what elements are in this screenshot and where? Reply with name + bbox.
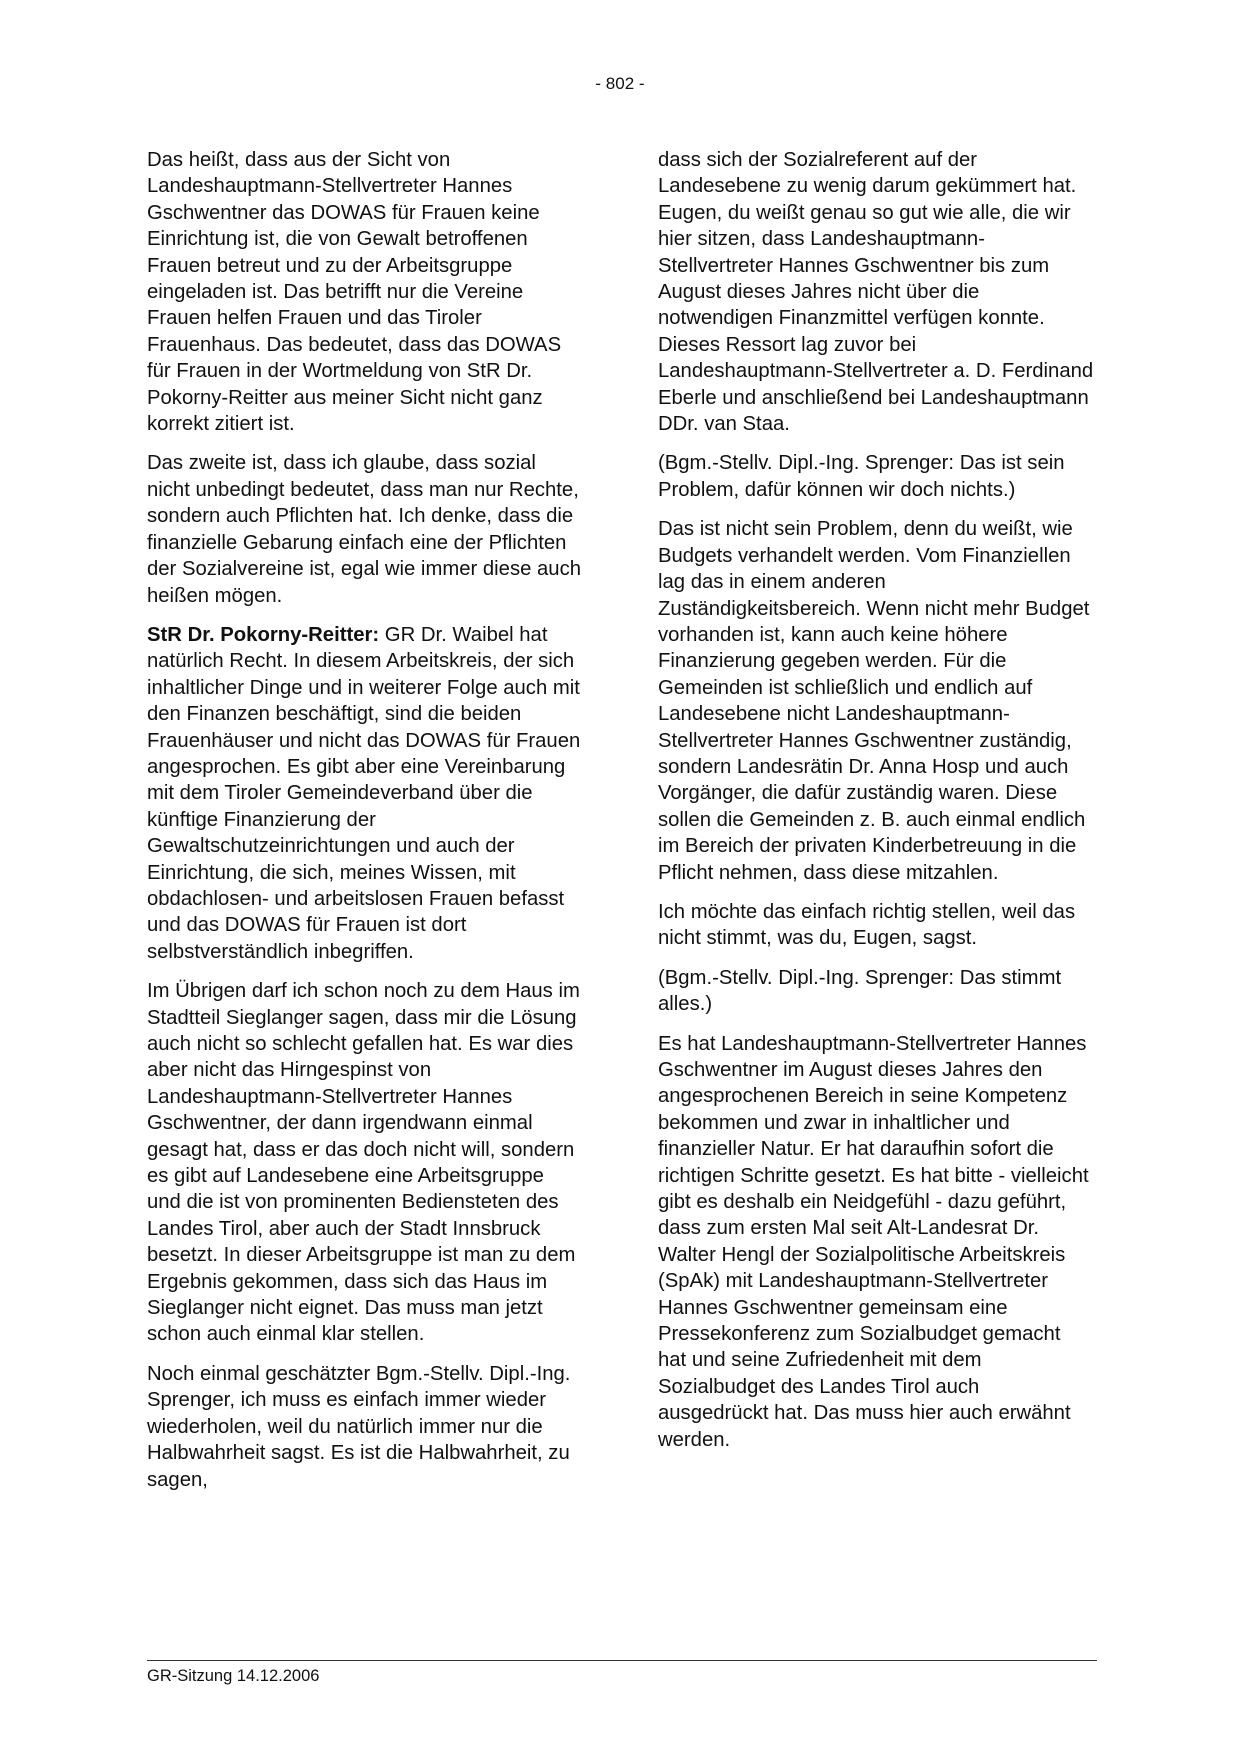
paragraph — [147, 622, 583, 965]
paragraph: dass sich der Sozialreferent auf der Landesebene zu wenig darum gekümmert hat. Eugen, du weißt genau so gut wie alle, die wir hier sitzen, dass Landeshauptmann-Stellvertreter Hannes Gschwentner bis zum August dieses Jahres nicht über die notwendigen Finanzmittel verfügen konnte. Dieses Ressort lag zuvor bei Landeshauptmann-Stellvertreter a. D. Ferdinand Eberle und anschließend bei Landeshauptmann DDr. van Staa. — [658, 149, 1094, 436]
footer-divider — [147, 1660, 1097, 1661]
paragraph: Das heißt, dass aus der Sicht von Landeshauptmann-Stellvertreter Hannes Gschwentner das DOWAS für Frauen keine Einrichtung ist, die von Gewalt betroffenen Frauen betreut und zu der Arbeitsgruppe eingeladen ist. Das betrifft nur die Vereine Frauen helfen Frauen und das Tiroler Frauenhaus. Das bedeutet, dass das DOWAS für Frauen in der Wortmeldung von StR Dr. Pokorny-Reitter aus meiner Sicht nicht ganz korrekt zitiert ist. — [147, 149, 562, 436]
page-number: - 802 - — [595, 74, 645, 93]
interjection: (Bgm.-Stellv. Dipl.-Ing. Sprenger: Das ist sein Problem, dafür können wir doch nichts.) — [658, 452, 1065, 501]
paragraph: Es hat Landeshauptmann-Stellvertreter Hannes Gschwentner im August dieses Jahres den angesprochenen Bereich in seine Kompetenz bekommen und zwar in inhaltlicher und finanzieller Natur. Er hat daraufhin sofort die richtigen Schritte gesetzt. Es hat bitte - vielleicht gibt es deshalb ein Neidgefühl - dazu geführt, dass zum ersten Mal seit Alt-Landesrat Dr. Walter Hengl der Sozialpolitische Arbeitskreis (SpAk) mit Landeshauptmann-Stellvertreter Hannes Gschwentner gemeinsam eine Pressekonferenz zum Sozialbudget gemacht hat und seine Zufriedenheit mit dem Sozialbudget des Landes Tirol auch ausgedrückt hat. Das muss hier auch erwähnt werden. — [658, 1032, 1089, 1451]
paragraph: Das zweite ist, dass ich glaube, dass sozial nicht unbedingt bedeutet, dass man nur Rechte, sondern auch Pflichten hat. Ich denke, dass die finanzielle Gebarung einfach eine der Pflichten der Sozialvereine ist, egal wie immer diese auch heißen mögen. — [147, 452, 581, 607]
footer-session-date: GR-Sitzung 14.12.2006 — [147, 1667, 320, 1685]
right-column — [658, 147, 1094, 1466]
paragraph: Das ist nicht sein Problem, denn du weißt, wie Budgets verhandelt werden. Vom Finanziellen lag das in einem anderen Zuständigkeitsbereich. Wenn nicht mehr Budget vorhanden ist, kann auch keine höhere Finanzierung gegeben werden. Für die Gemeinden ist schließlich und endlich auf Landesebene nicht Landeshauptmann-Stellvertreter Hannes Gschwentner zuständig, sondern Landesrätin Dr. Anna Hosp und auch Vorgänger, die dafür zuständig waren. Diese sollen die Gemeinden z. B. auch einmal endlich im Bereich der privaten Kinderbetreuung in die Pflicht nehmen, dass diese mitzahlen. — [658, 518, 1090, 884]
paragraph: Ich möchte das einfach richtig stellen, weil das nicht stimmt, was du, Eugen, sagst. — [658, 900, 1076, 950]
paragraph: Im Übrigen darf ich schon noch zu dem Haus im Stadtteil Sieglanger sagen, dass mir die Lösung auch nicht so schlecht gefallen hat. Es war dies aber nicht das Hirngespinst von Landeshauptmann-Stellvertreter Hannes Gschwentner, der dann irgendwann einmal gesagt hat, dass er das doch nicht will, sondern es gibt auf Landesebene eine Arbeitsgruppe und die ist von prominenten Bediensteten des Landes Tirol, aber auch der Stadt Innsbruck besetzt. In dieser Arbeitsgruppe ist man zu dem Ergebnis gekommen, dass sich das Haus im Sieglanger nicht eignet. Das muss man jetzt schon auch einmal klar stellen. — [147, 980, 580, 1346]
speech-text: GR Dr. Waibel hat natürlich Recht. In diesem Arbeitskreis, der sich inhaltlicher Dinge und in weiterer Folge auch mit den Finanzen beschäftigt, sind die beiden Frauenhäuser und nicht das DOWAS für Frauen angesprochen. Es gibt aber eine Vereinbarung mit dem Tiroler Gemeindeverband über die künftige Finanzierung der Gewaltschutzeinrichtungen und auch der Einrichtung, die sich, meines Wissen, mit obdachlosen- und arbeitslosen Frauen befasst und das DOWAS für Frauen ist dort selbstverständlich inbegriffen. — [147, 623, 581, 963]
speaker-name: StR Dr. Pokorny-Reitter: — [147, 623, 380, 646]
interjection: (Bgm.-Stellv. Dipl.-Ing. Sprenger: Das stimmt alles.) — [658, 966, 1062, 1016]
left-column — [147, 147, 583, 1506]
paragraph: Noch einmal geschätzter Bgm.-Stellv. Dipl.-Ing. Sprenger, ich muss es einfach immer wieder wiederholen, weil du natürlich immer nur die Halbwahrheit sagst. Es ist die Halbwahrheit, zu sagen, — [147, 1362, 571, 1491]
